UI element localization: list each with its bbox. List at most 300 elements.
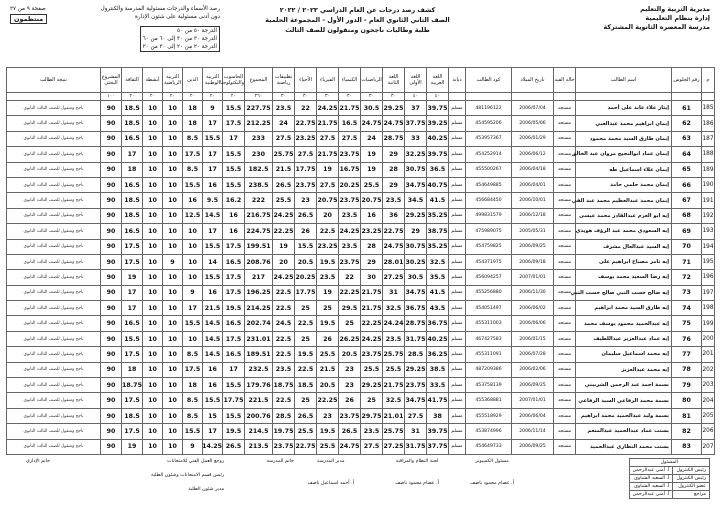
table-cell: 10 (143, 193, 163, 208)
table-cell: 25.75 (383, 347, 405, 362)
table-cell: 16 (203, 378, 223, 393)
table-cell: 79 (672, 378, 702, 393)
table-cell: 2006/09/25 (512, 439, 554, 454)
table-cell: 18.5 (295, 378, 317, 393)
table-cell: 22 (339, 270, 361, 285)
committee-box (629, 458, 710, 499)
table-cell: 10 (183, 331, 203, 346)
table-cell: 222 (245, 193, 273, 208)
table-row (7, 116, 715, 131)
table-cell: 10 (143, 362, 163, 377)
table-cell: 453758139 (466, 378, 512, 393)
table-cell: 37.75 (427, 439, 449, 454)
table-cell: إيمان طارق السيد محمد محمود (576, 131, 672, 146)
table-row (7, 101, 715, 116)
table-cell: 27.5 (273, 131, 295, 146)
typist-signature: مسئول الكمبيوتر أ. عصام محمود ناصف (470, 458, 514, 486)
table-row (7, 162, 715, 177)
table-cell: مستجد (554, 301, 576, 316)
table-cell: إيثار علاء عابد على أحمد (576, 101, 672, 116)
table-cell: 10 (163, 378, 183, 393)
table-cell: 15.5 (183, 424, 203, 439)
table-cell: مسلم (449, 439, 466, 454)
table-cell: 90 (101, 316, 122, 331)
table-cell: 455518929 (466, 408, 512, 423)
table-cell: 90 (101, 147, 122, 162)
column-header-row (7, 68, 715, 93)
table-cell: 10 (183, 224, 203, 239)
table-cell: 2007/01/01 (512, 393, 554, 408)
table-cell: إيه محمد اسماعيل سليمان (576, 347, 672, 362)
table-cell: 24.25 (317, 101, 339, 116)
table-cell: مستجد (554, 424, 576, 439)
table-cell: 23.5 (273, 101, 295, 116)
table-cell: ناجح ومنقول للصف الثالث الثانوي (7, 193, 101, 208)
table-cell: 22.5 (273, 301, 295, 316)
table-cell: 23 (339, 378, 361, 393)
table-cell: 10 (183, 239, 203, 254)
table-cell: مسلم (449, 254, 466, 269)
sheet-header (6, 5, 714, 67)
table-cell: 90 (101, 439, 122, 454)
table-cell: 16.5 (223, 254, 245, 269)
table-cell: 17.5 (223, 285, 245, 300)
table-cell: 90 (101, 378, 122, 393)
table-cell: 77 (672, 347, 702, 362)
table-cell: 10 (163, 224, 183, 239)
column-header: م (702, 68, 715, 93)
table-cell: 15.5 (295, 239, 317, 254)
table-cell: 10 (163, 147, 183, 162)
table-cell: 20.75 (361, 193, 383, 208)
column-header: الأحياء (295, 68, 317, 93)
table-cell: 40.25 (427, 331, 449, 346)
table-cell: مستجد (554, 285, 576, 300)
table-cell: ناجح ومنقول للصف الثالث الثانوي (7, 254, 101, 269)
column-header: المشروع البحثي (101, 68, 122, 93)
table-cell: 22.25 (361, 316, 383, 331)
table-row (7, 316, 715, 331)
table-cell: 18 (122, 162, 143, 177)
table-cell: 487209386 (466, 362, 512, 377)
table-cell: 65 (672, 162, 702, 177)
table-cell: 16.5 (339, 116, 361, 131)
table-row (7, 408, 715, 423)
table-cell: 22.5 (317, 224, 339, 239)
max-mark-cell (702, 93, 715, 101)
table-cell: 197 (702, 285, 715, 300)
table-cell: مسلم (449, 162, 466, 177)
table-cell: 30.25 (405, 254, 427, 269)
column-header: كود الطالب (466, 68, 512, 93)
table-cell: 2006/06/12 (512, 147, 554, 162)
table-cell: 43.5 (427, 301, 449, 316)
table-cell: 21.5 (203, 301, 223, 316)
table-cell: 22.75 (383, 224, 405, 239)
column-header: التربية الوطنية (203, 68, 223, 93)
column-header: رقم الجلوس (672, 68, 702, 93)
table-cell: 34.5 (405, 193, 427, 208)
table-cell: 22.25 (339, 285, 361, 300)
table-cell: 191 (702, 193, 715, 208)
table-cell: 23.75 (339, 147, 361, 162)
table-cell: 26 (339, 393, 361, 408)
table-cell: 17 (183, 301, 203, 316)
table-cell: 22.75 (295, 439, 317, 454)
max-mark-cell: ٢٠ (143, 93, 163, 101)
directorate: مديرية التربية والتعليم (640, 5, 710, 13)
table-cell: 29.25 (383, 101, 405, 116)
table-cell: 19.5 (317, 254, 339, 269)
max-mark-cell: ٤٠ (405, 93, 427, 101)
max-mark-cell: ٣٠ (273, 93, 295, 101)
table-cell: ناجح ومنقول للصف الثالث الثانوي (7, 301, 101, 316)
table-cell: 90 (101, 208, 122, 223)
table-cell: 25.5 (383, 362, 405, 377)
table-cell: 39.75 (427, 424, 449, 439)
table-cell: إيمان محمد حلمي حامد (576, 177, 672, 192)
table-cell: 16 (203, 177, 223, 192)
table-cell: 22.5 (295, 362, 317, 377)
table-cell: مستجد (554, 254, 576, 269)
table-cell: إيمان محمد عبدالعظيم محمد عبد القي (576, 193, 672, 208)
table-cell: 20 (273, 254, 295, 269)
committee-row (629, 482, 709, 490)
table-cell: 189 (702, 162, 715, 177)
table-cell: 19 (122, 439, 143, 454)
table-row (7, 393, 715, 408)
table-cell: 19 (317, 162, 339, 177)
table-cell: ناجح ومنقول للصف الثالث الثانوي (7, 316, 101, 331)
table-cell: ناجح ومنقول للصف الثالث الثانوي (7, 162, 101, 177)
table-cell: 14.5 (203, 316, 223, 331)
table-cell: 90 (101, 239, 122, 254)
table-cell: 2007/01/01 (512, 270, 554, 285)
column-header: الدين (183, 68, 203, 93)
table-cell: 20 (317, 208, 339, 223)
table-cell: 25 (295, 393, 317, 408)
table-cell: 17.5 (122, 254, 143, 269)
administration: إدارة بنظام التعليمية (645, 14, 710, 22)
table-cell: ناجح ومنقول للصف الثالث الثانوي (7, 378, 101, 393)
table-cell: 15.5 (203, 393, 223, 408)
table-cell: 196 (702, 270, 715, 285)
table-cell: 74 (672, 301, 702, 316)
table-cell: 22.75 (295, 116, 317, 131)
table-cell: بسمة احمد عبد الرحمن الشربيني (576, 378, 672, 393)
table-cell: 17 (122, 285, 143, 300)
table-cell: 20.5 (339, 347, 361, 362)
table-cell: 227.75 (245, 101, 273, 116)
table-row (7, 347, 715, 362)
table-row (7, 193, 715, 208)
table-cell: ناجح ومنقول للصف الثالث الثانوي (7, 224, 101, 239)
table-cell: 2006/09/25 (512, 378, 554, 393)
table-cell: 23.5 (383, 331, 405, 346)
column-header: المجموع (245, 68, 273, 93)
column-header: ديانة (449, 68, 466, 93)
table-cell: مسلم (449, 301, 466, 316)
table-cell: 17 (203, 224, 223, 239)
table-cell: 9 (203, 101, 223, 116)
table-cell: إيه طارق السيد محمد ابراهيم (576, 301, 672, 316)
table-cell: 10 (143, 301, 163, 316)
table-cell: 10 (163, 316, 183, 331)
table-cell: 453874996 (466, 424, 512, 439)
table-cell: 23.25 (317, 239, 339, 254)
table-cell: 17.5 (122, 239, 143, 254)
table-cell: 27.25 (383, 270, 405, 285)
column-header: تاريخ الميلاد (512, 68, 554, 93)
table-cell: 25 (295, 331, 317, 346)
table-cell: 29.5 (339, 301, 361, 316)
table-cell: 67 (672, 193, 702, 208)
table-cell: 30.75 (405, 239, 427, 254)
table-cell: 70 (672, 239, 702, 254)
table-cell: مسلم (449, 116, 466, 131)
table-cell: 454595206 (466, 116, 512, 131)
table-row (7, 147, 715, 162)
table-cell: 23.5 (339, 208, 361, 223)
table-cell: مستجد (554, 147, 576, 162)
table-cell: 18.5 (122, 208, 143, 223)
table-cell: 62 (672, 116, 702, 131)
table-cell: 23.5 (361, 424, 383, 439)
table-cell: 10 (163, 439, 183, 454)
table-cell: 467427583 (466, 331, 512, 346)
table-cell: 14.25 (203, 439, 223, 454)
table-cell: 29.25 (361, 378, 383, 393)
table-cell: 10 (143, 162, 163, 177)
table-cell: 2006/12/18 (512, 208, 554, 223)
table-cell: 2006/06/06 (512, 316, 554, 331)
table-cell: 17.5 (223, 270, 245, 285)
table-cell: إيه محمد عبدالعزيز (576, 362, 672, 377)
table-cell: 26.25 (339, 331, 361, 346)
table-cell: 23.75 (405, 378, 427, 393)
table-cell: 90 (101, 131, 122, 146)
table-cell: 21.01 (383, 408, 405, 423)
table-cell: 10 (163, 424, 183, 439)
table-cell: 26.5 (295, 408, 317, 423)
table-cell: 35.25 (427, 208, 449, 223)
table-cell: 10 (163, 331, 183, 346)
table-cell: مسلم (449, 239, 466, 254)
page-number: صفحة ٩ من ٢٧ (10, 6, 46, 12)
table-cell: 18.5 (122, 101, 143, 116)
table-cell: 26.5 (273, 177, 295, 192)
table-cell: بسمة وليد عبدالحميد محمد ابراهيم (576, 408, 672, 423)
table-cell: 26.5 (295, 208, 317, 223)
table-cell: 14 (203, 254, 223, 269)
sheet-title: كشف رصد درجات عن العام الدراسي ٢٠٢٣ / ٢٠٢٢ (279, 6, 436, 14)
table-row (7, 239, 715, 254)
table-cell: 214.25 (245, 301, 273, 316)
table-cell: 27.5 (405, 408, 427, 423)
table-cell: 10 (143, 408, 163, 423)
table-cell: 29 (383, 147, 405, 162)
table-cell: 453957367 (466, 131, 512, 146)
table-cell: 22.5 (273, 285, 295, 300)
table-cell: 16.5 (223, 347, 245, 362)
table-cell: 16 (203, 362, 223, 377)
table-cell: ناجح ومنقول للصف الثالث الثانوي (7, 270, 101, 285)
table-cell: 187 (702, 131, 715, 146)
table-cell: إيه السيد عبدالعال مشرف (576, 239, 672, 254)
table-cell: مسلم (449, 331, 466, 346)
table-cell: 90 (101, 331, 122, 346)
table-cell: 19 (317, 285, 339, 300)
table-cell: 22.5 (273, 347, 295, 362)
max-mark-cell: ٣٠ (317, 93, 339, 101)
table-cell: 192 (702, 208, 715, 223)
table-cell: 23.75 (273, 439, 295, 454)
table-cell: 17.5 (223, 116, 245, 131)
table-cell: 15.5 (203, 270, 223, 285)
school-seal: خاتم المدرسة (266, 458, 294, 464)
table-cell: 189.51 (245, 347, 273, 362)
table-cell: 204 (702, 393, 715, 408)
school-name: مدرسة المعصره الثانوية المشتركة (603, 23, 710, 31)
table-cell: 36 (383, 208, 405, 223)
table-cell: 19.5 (295, 347, 317, 362)
table-cell: 182.5 (245, 162, 273, 177)
table-cell: 37 (405, 101, 427, 116)
table-row (7, 131, 715, 146)
table-cell: 25 (317, 301, 339, 316)
table-cell: مسلم (449, 285, 466, 300)
table-cell: 25.5 (361, 177, 383, 192)
table-cell: 15.5 (223, 147, 245, 162)
max-mark-cell (449, 93, 466, 101)
table-cell: 66 (672, 177, 702, 192)
table-cell: 19 (122, 270, 143, 285)
table-cell: 17.5 (223, 239, 245, 254)
table-cell: 205 (702, 408, 715, 423)
table-cell: 27.25 (383, 439, 405, 454)
table-cell: 90 (101, 393, 122, 408)
table-cell: 18.5 (122, 193, 143, 208)
table-cell: 19.5 (317, 316, 339, 331)
table-cell: مستجد (554, 393, 576, 408)
column-header: الفيزياء (317, 68, 339, 93)
table-cell: 10 (163, 101, 183, 116)
table-cell: 32.25 (405, 147, 427, 162)
table-cell: مسلم (449, 101, 466, 116)
table-cell: 214.5 (245, 424, 273, 439)
legend-line-3: الدرجة ٢٠ من ٢٠ إلى ٣٠ من ٣٠ (142, 44, 217, 50)
table-cell: 19 (361, 147, 383, 162)
table-cell: 90 (101, 193, 122, 208)
table-cell: 8.5 (183, 131, 203, 146)
table-cell: ناجح ومنقول للصف الثالث الثانوي (7, 116, 101, 131)
table-cell: 19.5 (317, 424, 339, 439)
table-cell: 18 (183, 116, 203, 131)
table-cell: 199 (702, 316, 715, 331)
max-mark-cell (512, 93, 554, 101)
max-mark-cell (7, 93, 101, 101)
table-cell: 25 (295, 301, 317, 316)
table-cell: 475989075 (466, 224, 512, 239)
table-cell: 499831579 (466, 208, 512, 223)
table-cell: 30.75 (405, 162, 427, 177)
table-cell: مستجد (554, 270, 576, 285)
control-signature: لجنة النظام والمراقبة أ. عصام محمود ناصف (395, 458, 439, 486)
table-cell: مسلم (449, 408, 466, 423)
table-cell: 456094257 (466, 270, 512, 285)
director-signature: مدير المدرسة أ. أحمد اسماعيل ناصف (307, 458, 354, 486)
table-cell: 28.75 (405, 316, 427, 331)
table-cell: 9 (183, 285, 203, 300)
table-cell: 188 (702, 147, 715, 162)
table-cell: بسنت محمد النظارى عبدالحميد (576, 439, 672, 454)
table-cell: 17.5 (122, 393, 143, 408)
table-cell: 9 (183, 439, 203, 454)
table-cell: 24.25 (361, 331, 383, 346)
table-cell: 194 (702, 239, 715, 254)
table-cell: 75 (672, 316, 702, 331)
table-cell: 23.5 (273, 362, 295, 377)
table-cell: 186 (702, 116, 715, 131)
table-cell: 38.75 (427, 224, 449, 239)
table-cell: 231.01 (245, 331, 273, 346)
table-cell: 20.25 (295, 270, 317, 285)
column-header: اللغة الأولى (405, 68, 427, 93)
table-cell: 20.5 (317, 378, 339, 393)
table-cell: 21.75 (317, 147, 339, 162)
table-cell: مستجد (554, 408, 576, 423)
table-cell: 10 (163, 270, 183, 285)
table-cell: 83 (672, 439, 702, 454)
table-cell: 40.25 (427, 131, 449, 146)
table-cell: 10 (143, 208, 163, 223)
table-cell: 31.75 (405, 331, 427, 346)
table-cell: 21.75 (383, 378, 405, 393)
table-cell: ناجح ومنقول للصف الثالث الثانوي (7, 147, 101, 162)
table-cell: 15.5 (203, 131, 223, 146)
table-cell: 25.5 (361, 362, 383, 377)
table-cell: 40.75 (427, 177, 449, 192)
table-cell: 2006/09/18 (512, 254, 554, 269)
table-row (7, 439, 715, 454)
table-cell: 206 (702, 424, 715, 439)
table-cell: 198 (702, 301, 715, 316)
table-cell: مسلم (449, 393, 466, 408)
header-center (216, 5, 499, 35)
table-cell: 26 (317, 331, 339, 346)
table-cell: 30 (361, 270, 383, 285)
table-cell: 27.5 (317, 131, 339, 146)
table-cell: 199.51 (245, 239, 273, 254)
table-cell: 10 (143, 285, 163, 300)
table-cell: 90 (101, 254, 122, 269)
table-cell: 202.74 (245, 316, 273, 331)
table-cell: 17 (122, 301, 143, 316)
table-cell: 35.5 (427, 270, 449, 285)
table-row (7, 224, 715, 239)
max-mark-cell: ٢٠ (223, 93, 245, 101)
table-cell: إيمان ابراهيم محمد عبدالغني (576, 116, 672, 131)
table-cell: 454252914 (466, 147, 512, 162)
table-cell: 10 (143, 254, 163, 269)
table-cell: 73 (672, 285, 702, 300)
table-cell: 10 (143, 131, 163, 146)
legend-line-2: الدرجة ٣٠ من ٣٠ إلى ٦٠ من ٦٠ (142, 36, 217, 42)
table-cell: 41.5 (427, 193, 449, 208)
table-cell: مسلم (449, 347, 466, 362)
table-cell: 28.01 (383, 254, 405, 269)
table-cell: 17.5 (223, 331, 245, 346)
